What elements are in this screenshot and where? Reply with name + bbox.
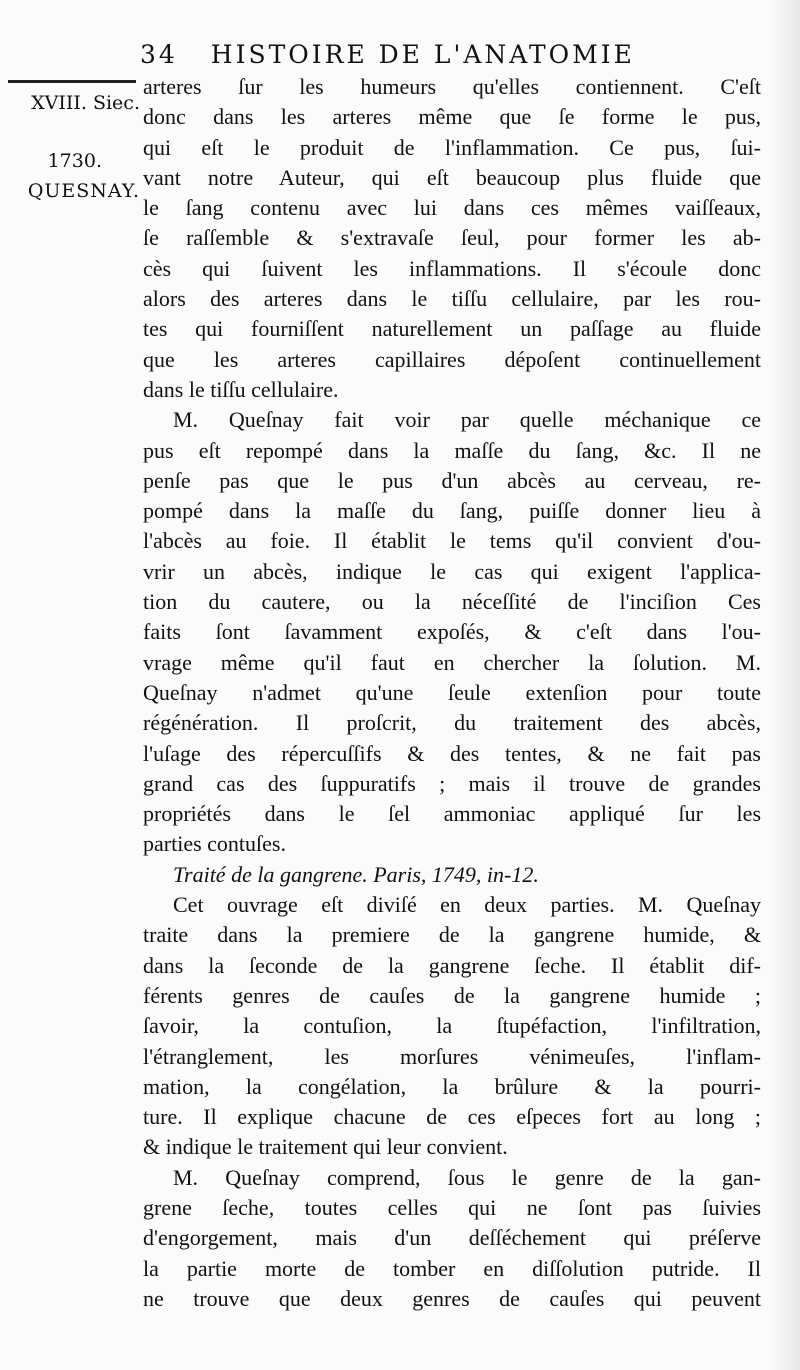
text-line: la partie morte de tomber en diſſolution putride. Il	[143, 1255, 761, 1281]
running-head	[140, 40, 760, 69]
text-line: pompé dans la maſſe du ſang, puiſſe donner lieu à	[143, 498, 761, 524]
text-line: vant notre Auteur, qui eſt beaucoup plus fluide que	[143, 164, 761, 190]
text-line: ſe raſſemble & s'extravaſe ſeul, pour former les ab-	[143, 225, 761, 251]
text-line: pus eſt repompé dans la maſſe du ſang, &c. Il ne	[143, 437, 761, 463]
text-line: le ſang contenu avec lui dans ces mêmes vaiſſeaux,	[143, 195, 761, 221]
text-line: & indique le traitement qui leur convient.	[143, 1134, 508, 1160]
text-line: l'étranglement, les morſures vénimeuſes, l'inflam-	[143, 1043, 761, 1069]
text-line: l'abcès au foie. Il établit le tems qu'il convient d'ou-	[143, 528, 761, 554]
text-line: penſe pas que le pus d'un abcès au cerveau, re-	[143, 467, 761, 493]
body-text	[143, 72, 761, 1314]
text-line: grand cas des ſuppuratifs ; mais il trouve de grandes	[143, 770, 761, 796]
text-line: dans la ſeconde de la gangrene ſeche. Il établit dif-	[143, 952, 761, 978]
text-line: férents genres de cauſes de la gangrene humide ;	[143, 982, 761, 1008]
text-line: Queſnay n'admet qu'une ſeule extenſion pour toute	[143, 679, 761, 705]
text-line: tion du cautere, ou la néceſſité de l'inciſion Ces	[143, 589, 761, 615]
text-line: Cet ouvrage eſt diviſé en deux parties. M. Queſnay	[173, 892, 761, 918]
text-line: M. Queſnay fait voir par quelle méchanique ce	[173, 407, 761, 433]
text-line: faits ſont ſavamment expoſés, & c'eſt dans l'ou-	[143, 619, 761, 645]
text-line: ture. Il explique chacune de ces eſpeces fort au long ;	[143, 1104, 761, 1130]
text-line: ſavoir, la contuſion, la ſtupéfaction, l'infiltration,	[143, 1013, 761, 1039]
text-line: vrir un abcès, indique le cas qui exigent l'applica-	[143, 558, 761, 584]
margin-author: QUESNAY.	[27, 180, 140, 202]
margin-rule	[8, 80, 136, 83]
text-line: cès qui ſuivent les inflammations. Il s'écoule donc	[143, 255, 761, 281]
text-line: donc dans les arteres même que ſe forme le pus,	[143, 104, 761, 130]
text-line: arteres ſur les humeurs qu'elles contiennent. C'eſt	[143, 74, 761, 99]
text-line: que les arteres capillaires dépoſent continuellement	[143, 346, 761, 372]
text-line: ne trouve que deux genres de cauſes qui peuvent	[143, 1285, 761, 1311]
text-line: d'engorgement, mais d'un deſſéchement qui préſerve	[143, 1225, 761, 1251]
margin-year: 1730.	[47, 150, 102, 172]
text-line: dans le tiſſu cellulaire.	[143, 376, 339, 402]
margin-century: XVIII. Siec.	[31, 92, 140, 114]
text-line: propriétés dans le ſel ammoniac appliqué ſur les	[143, 801, 761, 827]
text-line: tes qui fourniſſent naturellement un paſſage au fluide	[143, 316, 761, 342]
text-line: vrage même qu'il faut en chercher la ſolution. M.	[143, 649, 761, 675]
text-line: qui eſt le produit de l'inflammation. Ce pus, ſui-	[143, 134, 761, 160]
text-line: l'uſage des répercuſſifs & des tentes, & ne fait pas	[143, 740, 761, 766]
page-number: 34	[140, 40, 178, 69]
page-edge-shadow	[770, 0, 800, 1370]
text-line: parties contuſes.	[143, 831, 286, 857]
text-line: régénération. Il proſcrit, du traitement des abcès,	[143, 710, 761, 736]
text-line: M. Queſnay comprend, ſous le genre de la gan-	[173, 1164, 761, 1190]
text-line: mation, la congélation, la brûlure & la pourri-	[143, 1073, 761, 1099]
text-line: alors des arteres dans le tiſſu cellulaire, par les rou-	[143, 286, 761, 312]
text-line: traite dans la premiere de la gangrene humide, &	[143, 922, 761, 948]
page-title: HISTOIRE DE L'ANATOMIE	[210, 40, 635, 69]
section-title: Traité de la gangrene. Paris, 1749, in-12.	[173, 861, 539, 887]
text-line: grene ſeche, toutes celles qui ne ſont pas ſuivies	[143, 1194, 761, 1220]
